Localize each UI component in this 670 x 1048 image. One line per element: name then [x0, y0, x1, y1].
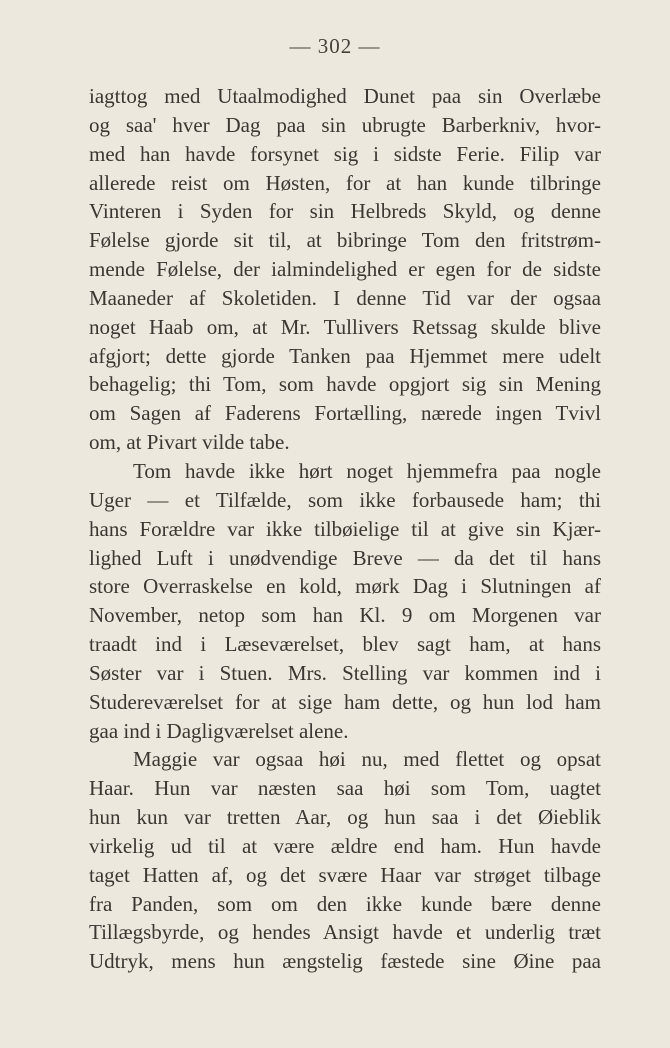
text-line: iagttog med Utaalmodighed Dunet paa sin Overlæbe: [89, 84, 601, 108]
text-line: hun kun var tretten Aar, og hun saa i det Øieblik: [89, 805, 601, 830]
paragraph: [89, 82, 601, 457]
text-line: og saa' hver Dag paa sin ubrugte Barberkniv, hvor-: [89, 112, 601, 137]
text-line: traadt ind i Læseværelset, blev sagt ham, at hans: [89, 632, 601, 657]
text-line: Maaneder af Skoletiden. I denne Tid var der ogsaa: [89, 285, 601, 310]
text-line: Studereværelset for at sige ham dette, og hun lod ham: [89, 689, 601, 714]
text-line: Følelse gjorde sit til, at bibringe Tom den fritstrøm-: [89, 228, 601, 253]
text-line: allerede reist om Høsten, for at han kunde tilbringe: [89, 170, 601, 195]
text-line: hans Forældre var ikke tilbøielige til at give sin Kjær-: [89, 516, 601, 541]
text-line: Tillægsbyrde, og hendes Ansigt havde et underlig træt: [89, 920, 601, 945]
text-line: Søster var i Stuen. Mrs. Stelling var kommen ind i: [89, 660, 601, 685]
text-line: mende Følelse, der ialmindelighed er egen for de sidste: [89, 257, 601, 282]
text-line: lighed Luft i unødvendige Breve — da det til hans: [89, 545, 601, 570]
text-line: om, at Pivart vilde tabe.: [89, 430, 290, 455]
text-line: taget Hatten af, og det svære Haar var strøget tilbage: [89, 862, 601, 887]
text-line: Maggie var ogsaa høi nu, med flettet og opsat: [133, 747, 601, 772]
page-number: — 302 —: [289, 34, 381, 58]
text-line: Haar. Hun var næsten saa høi som Tom, uagtet: [89, 776, 601, 801]
text-line: om Sagen af Faderens Fortælling, nærede ingen Tvivl: [89, 401, 601, 426]
text-line: afgjort; dette gjorde Tanken paa Hjemmet mere udelt: [89, 343, 601, 368]
text-line: virkelig ud til at være ældre end ham. Hun havde: [89, 833, 601, 858]
text-line: Tom havde ikke hørt noget hjemmefra paa nogle: [133, 458, 601, 483]
text-line: Vinteren i Syden for sin Helbreds Skyld, og denne: [89, 199, 601, 224]
text-line: Udtryk, mens hun ængstelig fæstede sine Øine paa: [89, 949, 601, 974]
text-line: gaa ind i Dagligværelset alene.: [89, 718, 349, 743]
text-line: Uger — et Tilfælde, som ikke forbausede ham; thi: [89, 487, 601, 512]
text-line: November, netop som han Kl. 9 om Morgenen var: [89, 603, 601, 628]
text-line: behagelig; thi Tom, som havde opgjort sig sin Mening: [89, 372, 601, 397]
text-line: store Overraskelse en kold, mørk Dag i Slutningen af: [89, 574, 601, 599]
paragraph: [89, 745, 601, 976]
text-line: noget Haab om, at Mr. Tullivers Retssag skulde blive: [89, 314, 601, 339]
paragraph: [89, 457, 601, 745]
text-line: med han havde forsynet sig i sidste Ferie. Filip var: [89, 141, 601, 166]
body-text: [89, 82, 601, 976]
text-line: fra Panden, som om den ikke kunde bære denne: [89, 891, 601, 916]
